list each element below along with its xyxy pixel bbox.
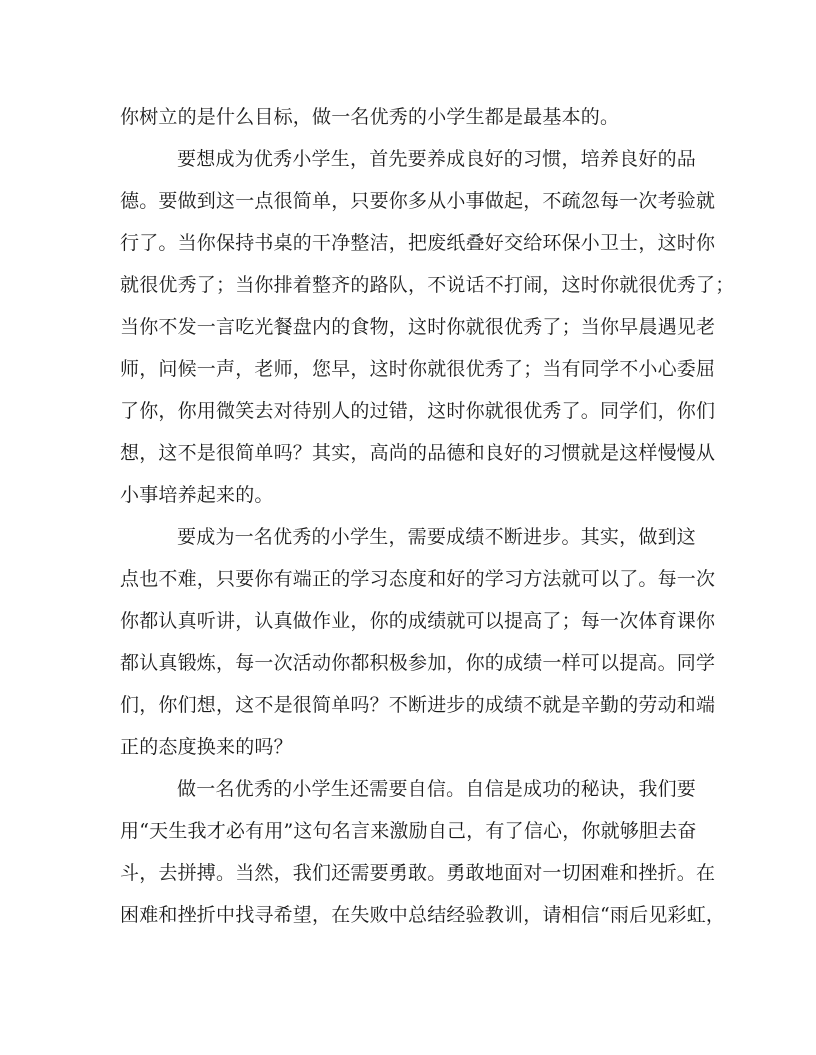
text-line: 德。要做到这一点很简单，只要你多从小事做起，不疏忽每一次考验就	[120, 190, 716, 212]
text-line: 了你，你用微笑去对待别人的过错，这时你就很优秀了。同学们，你们	[120, 400, 716, 422]
text-line: 都认真锻炼，每一次活动你都积极参加，你的成绩一样可以提高。同学	[120, 652, 716, 674]
text-line: 小事培养起来的。	[120, 484, 274, 506]
paragraph-first-line: 要成为一名优秀的小学生，需要成绩不断进步。其实，做到这	[177, 526, 696, 548]
paragraph-first-line: 做一名优秀的小学生还需要自信。自信是成功的秘诀，我们要	[177, 778, 696, 800]
text-line: 行了。当你保持书桌的干净整洁，把废纸叠好交给环保小卫士，这时你	[120, 232, 716, 254]
text-line: 就很优秀了；当你排着整齐的路队，不说话不打闹，这时你就很优秀了；	[120, 274, 735, 296]
text-line: 点也不难，只要你有端正的学习态度和好的学习方法就可以了。每一次	[120, 568, 716, 590]
text-line: 你都认真听讲，认真做作业，你的成绩就可以提高了；每一次体育课你	[120, 610, 716, 632]
text-line: 们，你们想，这不是很简单吗？不断进步的成绩不就是辛勤的劳动和端	[120, 694, 716, 716]
document-body	[120, 96, 735, 936]
text-line: 正的态度换来的吗？	[120, 736, 293, 758]
text-line: 用“天生我才必有用”这句名言来激励自己，有了信心，你就够胆去奋	[120, 820, 697, 842]
text-line: 斗，去拼搏。当然，我们还需要勇敢。勇敢地面对一切困难和挫折。在	[120, 862, 716, 884]
text-line: 你树立的是什么目标，做一名优秀的小学生都是最基本的。	[120, 106, 620, 128]
paragraph-first-line: 要想成为优秀小学生，首先要养成良好的习惯，培养良好的品	[177, 148, 696, 170]
text-line: 想，这不是很简单吗？其实，高尚的品德和良好的习惯就是这样慢慢从	[120, 442, 716, 464]
text-line: 困难和挫折中找寻希望，在失败中总结经验教训，请相信“雨后见彩虹，	[120, 904, 726, 926]
text-line: 师，问候一声，老师，您早，这时你就很优秀了；当有同学不小心委屈	[120, 358, 716, 380]
text-line: 当你不发一言吃光餐盘内的食物，这时你就很优秀了；当你早晨遇见老	[120, 316, 716, 338]
